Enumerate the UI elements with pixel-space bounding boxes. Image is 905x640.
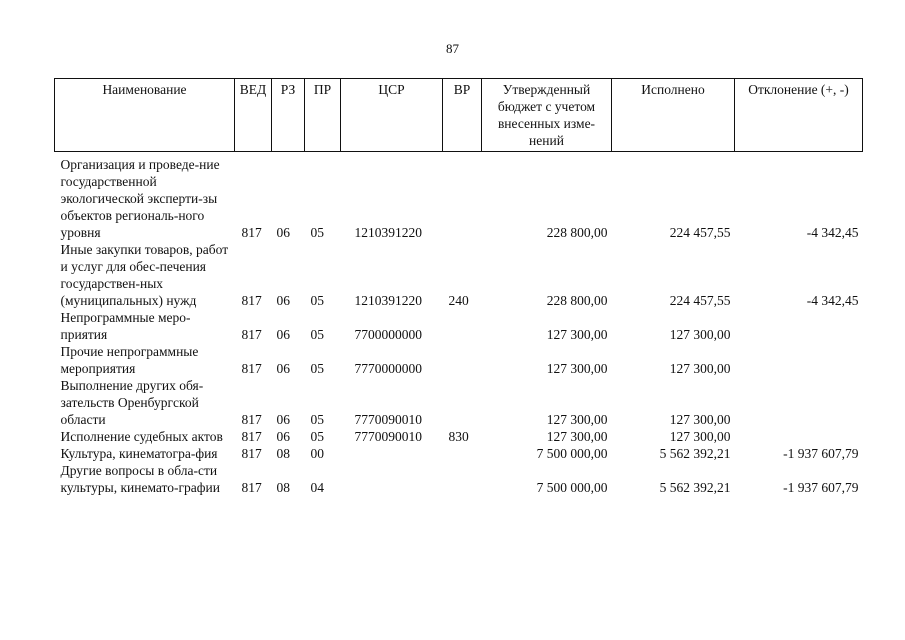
row-vr bbox=[443, 445, 482, 462]
row-executed: 5 562 392,21 bbox=[659, 446, 731, 461]
table-row bbox=[55, 343, 863, 377]
row-ved: 817 bbox=[241, 429, 262, 444]
row-rz: 06 bbox=[276, 293, 290, 308]
row-vr: 240 bbox=[448, 293, 469, 308]
row-approved: 127 300,00 bbox=[546, 412, 608, 427]
row-approved: 228 800,00 bbox=[546, 293, 608, 308]
row-rz: 06 bbox=[276, 327, 290, 342]
row-rz: 06 bbox=[276, 225, 290, 240]
row-ved: 817 bbox=[241, 327, 262, 342]
row-deviation: -1 937 607,79 bbox=[783, 446, 859, 461]
row-pr: 05 bbox=[310, 327, 324, 342]
header-approved: Утвержденный бюджет с учетом внесенных изме-нений bbox=[482, 79, 612, 152]
row-vr bbox=[443, 377, 482, 428]
row-csr: 7770090010 bbox=[354, 429, 422, 444]
row-approved: 127 300,00 bbox=[546, 361, 608, 376]
row-csr bbox=[341, 445, 443, 462]
row-executed: 224 457,55 bbox=[669, 225, 731, 240]
row-rz: 06 bbox=[276, 429, 290, 444]
row-name: Исполнение судебных актов bbox=[60, 429, 223, 444]
row-deviation: -4 342,45 bbox=[806, 225, 859, 240]
row-rz: 08 bbox=[276, 480, 290, 495]
row-executed: 127 300,00 bbox=[669, 327, 731, 342]
header-vr: ВР bbox=[443, 79, 482, 152]
row-vr bbox=[443, 156, 482, 241]
row-vr bbox=[443, 462, 482, 496]
row-rz: 06 bbox=[276, 412, 290, 427]
row-deviation: -4 342,45 bbox=[806, 293, 859, 308]
table-row bbox=[55, 241, 863, 309]
table-header bbox=[55, 79, 863, 152]
row-name: Прочие непрограммные мероприятия bbox=[60, 344, 199, 376]
header-ved: ВЕД bbox=[235, 79, 272, 152]
row-deviation bbox=[735, 377, 863, 428]
row-ved: 817 bbox=[241, 446, 262, 461]
row-pr: 05 bbox=[310, 412, 324, 427]
header-name: Наименование bbox=[55, 79, 235, 152]
table-body bbox=[55, 152, 863, 497]
table-row bbox=[55, 309, 863, 343]
row-pr: 00 bbox=[310, 446, 324, 461]
table-row bbox=[55, 156, 863, 241]
row-csr: 7770000000 bbox=[354, 361, 422, 376]
table-row bbox=[55, 377, 863, 428]
row-pr: 05 bbox=[310, 293, 324, 308]
row-ved: 817 bbox=[241, 293, 262, 308]
row-vr: 830 bbox=[448, 429, 469, 444]
page-number: 87 bbox=[446, 41, 459, 56]
row-name: Культура, кинематогра-фия bbox=[60, 446, 218, 461]
row-executed: 127 300,00 bbox=[669, 412, 731, 427]
row-approved: 7 500 000,00 bbox=[536, 446, 608, 461]
row-ved: 817 bbox=[241, 361, 262, 376]
row-executed: 5 562 392,21 bbox=[659, 480, 731, 495]
row-ved: 817 bbox=[241, 225, 262, 240]
row-rz: 06 bbox=[276, 361, 290, 376]
row-approved: 7 500 000,00 bbox=[536, 480, 608, 495]
header-csr: ЦСР bbox=[341, 79, 443, 152]
table-row bbox=[55, 428, 863, 445]
row-deviation bbox=[735, 428, 863, 445]
row-name: Непрограммные меро-приятия bbox=[60, 310, 191, 342]
row-pr: 04 bbox=[310, 480, 324, 495]
row-executed: 127 300,00 bbox=[669, 429, 731, 444]
row-csr: 1210391220 bbox=[354, 225, 422, 240]
header-rz: РЗ bbox=[272, 79, 305, 152]
row-deviation bbox=[735, 343, 863, 377]
row-csr: 1210391220 bbox=[354, 293, 422, 308]
row-approved: 127 300,00 bbox=[546, 429, 608, 444]
row-pr: 05 bbox=[310, 225, 324, 240]
row-name: Организация и проведе-ние государственной экологической эксперти-зы объектов региональ-ного уровня bbox=[60, 157, 220, 240]
row-ved: 817 bbox=[241, 480, 262, 495]
row-pr: 05 bbox=[310, 429, 324, 444]
row-name: Иные закупки товаров, работ и услуг для обес-печения государствен-ных (муниципальных) нужд bbox=[60, 242, 229, 308]
budget-table bbox=[54, 78, 863, 496]
row-executed: 224 457,55 bbox=[669, 293, 731, 308]
row-vr bbox=[443, 309, 482, 343]
row-name: Другие вопросы в обла-сти культуры, кинемато-графии bbox=[60, 463, 220, 495]
table-row bbox=[55, 445, 863, 462]
row-deviation: -1 937 607,79 bbox=[783, 480, 859, 495]
row-ved: 817 bbox=[241, 412, 262, 427]
row-approved: 127 300,00 bbox=[546, 327, 608, 342]
row-executed: 127 300,00 bbox=[669, 361, 731, 376]
row-vr bbox=[443, 343, 482, 377]
header-pr: ПР bbox=[305, 79, 341, 152]
header-deviation: Отклонение (+, -) bbox=[735, 79, 863, 152]
row-rz: 08 bbox=[276, 446, 290, 461]
row-deviation bbox=[735, 309, 863, 343]
row-csr bbox=[341, 462, 443, 496]
row-csr: 7700000000 bbox=[354, 327, 422, 342]
row-name: Выполнение других обя-зательств Оренбургской области bbox=[60, 378, 204, 427]
table-row bbox=[55, 462, 863, 496]
row-csr: 7770090010 bbox=[354, 412, 422, 427]
row-approved: 228 800,00 bbox=[546, 225, 608, 240]
row-pr: 05 bbox=[310, 361, 324, 376]
header-executed: Исполнено bbox=[612, 79, 735, 152]
